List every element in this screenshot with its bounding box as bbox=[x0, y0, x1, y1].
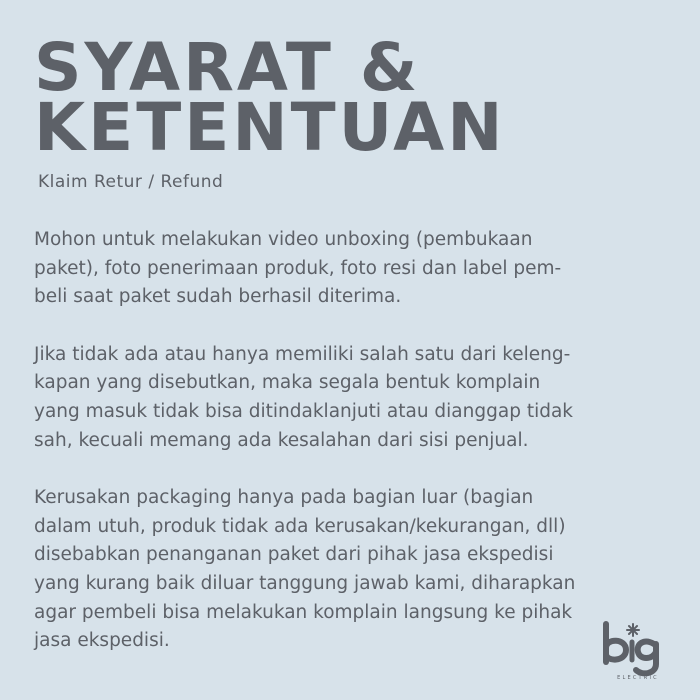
paragraph-line: dalam utuh, produk tidak ada kerusakan/kekurangan, dll) bbox=[34, 515, 566, 537]
paragraph-3 bbox=[34, 484, 674, 656]
paragraph-line: paket), foto penerimaan produk, foto resi dan label pem- bbox=[34, 257, 562, 279]
paragraph-2 bbox=[34, 341, 674, 455]
title-line-1: SYARAT & bbox=[34, 29, 421, 106]
paragraph-line: Jika tidak ada atau hanya memiliki salah satu dari keleng- bbox=[34, 343, 571, 365]
logo-subtext: ELECTRIC bbox=[617, 675, 659, 680]
page-subtitle: Klaim Retur / Refund bbox=[38, 172, 224, 192]
paragraph-line: yang kurang baik diluar tanggung jawab kami, diharapkan bbox=[34, 572, 576, 594]
paragraph-line: sah, kecuali memang ada kesalahan dari sisi penjual. bbox=[34, 429, 529, 451]
paragraph-line: kapan yang disebutkan, maka segala bentuk komplain bbox=[34, 372, 541, 394]
terms-body bbox=[34, 226, 674, 685]
paragraph-line: Kerusakan packaging hanya pada bagian luar (bagian bbox=[34, 487, 534, 509]
paragraph-1 bbox=[34, 226, 674, 312]
paragraph-line: Mohon untuk melakukan video unboxing (pembukaan bbox=[34, 229, 533, 250]
page-title bbox=[34, 29, 506, 166]
title-line-2: KETENTUAN bbox=[34, 89, 506, 166]
big-electric-logo-icon bbox=[600, 618, 676, 680]
paragraph-line: jasa ekspedisi. bbox=[34, 630, 170, 652]
paragraph-line: beli saat paket sudah berhasil diterima. bbox=[34, 286, 402, 308]
paragraph-line: disebabkan penanganan paket dari pihak jasa ekspedisi bbox=[34, 544, 554, 566]
paragraph-line: agar pembeli bisa melakukan komplain langsung ke pihak bbox=[34, 601, 573, 623]
paragraph-line: yang masuk tidak bisa ditindaklanjuti atau dianggap tidak bbox=[34, 400, 574, 422]
